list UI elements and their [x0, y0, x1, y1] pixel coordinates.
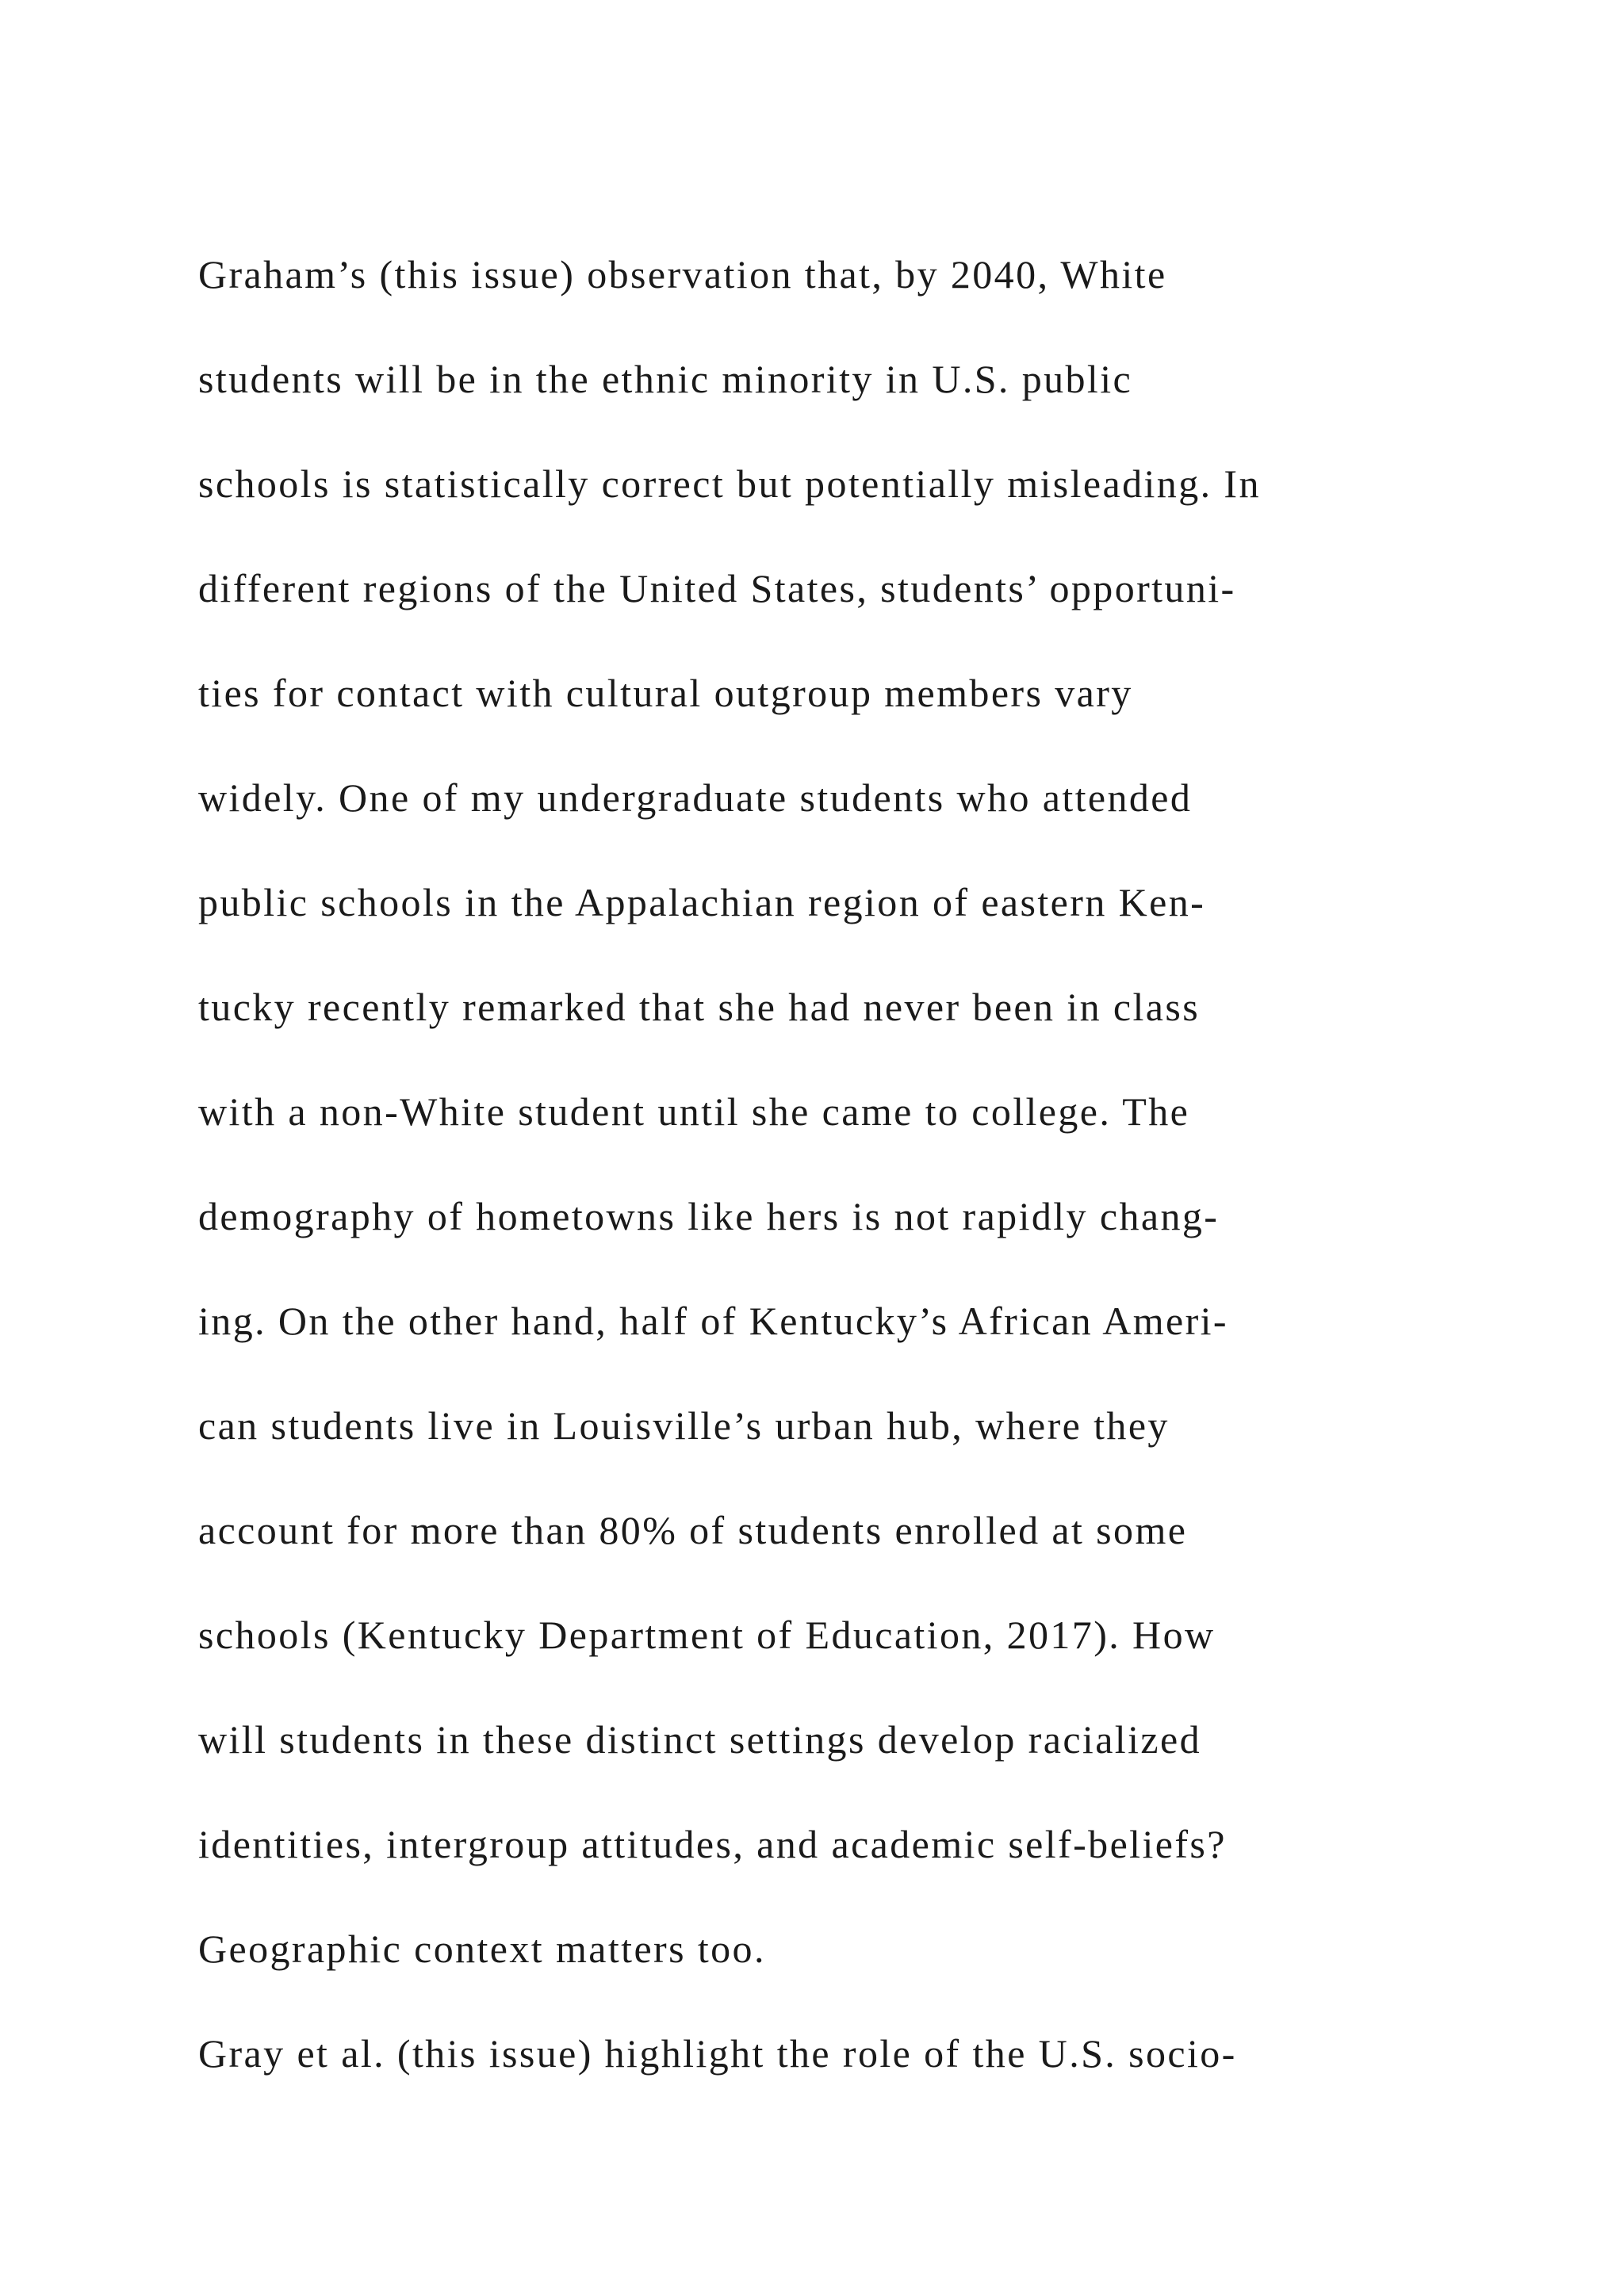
body-text [198, 246, 1435, 2130]
text-line: account for more than 80% of students enrolled at some [198, 1508, 1188, 1552]
paragraph-geographic-context [198, 246, 1435, 2025]
text-line: public schools in the Appalachian region of eastern Ken- [198, 880, 1206, 924]
text-line: will students in these distinct settings develop racialized [198, 1717, 1201, 1762]
text-line: can students live in Louisville’s urban hub, where they [198, 1403, 1170, 1448]
text-line: schools (Kentucky Department of Education, 2017). How [198, 1613, 1216, 1657]
text-line: Gray et al. (this issue) highlight the role of the U.S. socio- [198, 2031, 1237, 2076]
text-line: identities, intergroup attitudes, and academic self-beliefs? [198, 1822, 1227, 1866]
text-line: tucky recently remarked that she had never been in class [198, 985, 1201, 1029]
text-line: Graham’s (this issue) observation that, by 2040, White [198, 252, 1167, 297]
text-line: schools is statistically correct but potentially misleading. In [198, 461, 1261, 506]
text-line: ing. On the other hand, half of Kentucky’s African Ameri- [198, 1299, 1228, 1343]
text-line: widely. One of my undergraduate students who attended [198, 775, 1193, 820]
paragraph-sociocultural [198, 2025, 1435, 2130]
text-line: Geographic context matters too. [198, 1927, 766, 1971]
text-line: different regions of the United States, students’ opportuni- [198, 566, 1236, 610]
text-line: with a non-White student until she came to college. The [198, 1089, 1190, 1134]
text-line: ties for contact with cultural outgroup members vary [198, 671, 1133, 715]
text-line: demography of hometowns like hers is not rapidly chang- [198, 1194, 1220, 1238]
text-line: students will be in the ethnic minority in U.S. public [198, 357, 1133, 401]
